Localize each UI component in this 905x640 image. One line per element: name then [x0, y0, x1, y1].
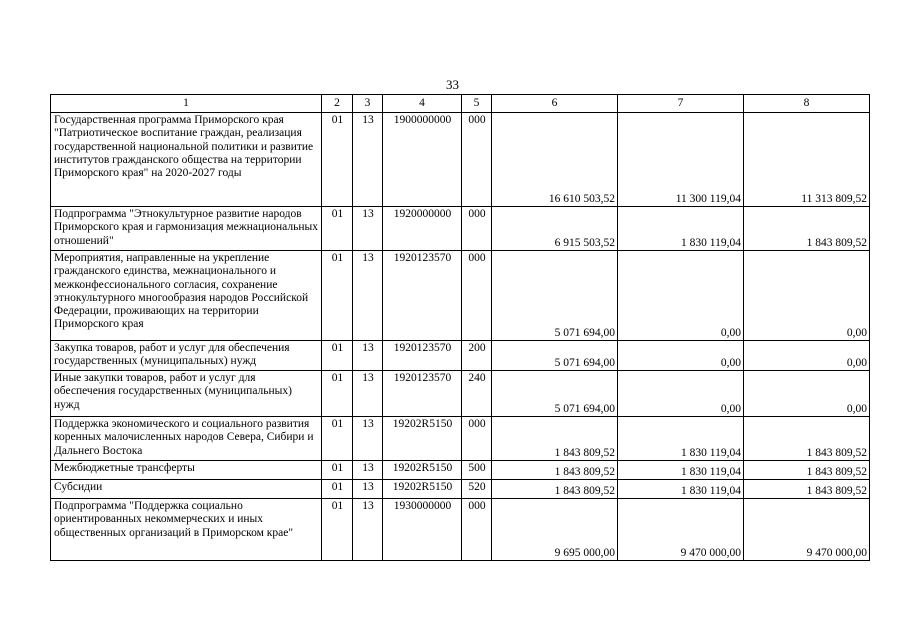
- amount-cell: 5 071 694,00: [492, 371, 618, 417]
- amount-cell: 1 843 809,52: [744, 207, 870, 251]
- amount-cell: 0,00: [618, 341, 744, 371]
- amount-cell: 1 843 809,52: [492, 461, 618, 480]
- header-cell: 8: [744, 95, 870, 113]
- subsection-code-cell: 13: [353, 207, 383, 251]
- expense-type-cell: 500: [462, 461, 492, 480]
- amount-cell: 5 071 694,00: [492, 341, 618, 371]
- subsection-code-cell: 13: [353, 499, 383, 561]
- item-name-cell: Государственная программа Приморского края "Патриотическое воспитание граждан, реализация государственной национальной политики и развитие институтов гражданского общества на территории Приморского края" на 2020-2027 годы: [51, 113, 322, 207]
- subsection-code-cell: 13: [353, 480, 383, 499]
- item-name-cell: Межбюджетные трансферты: [51, 461, 322, 480]
- amount-cell: 1 843 809,52: [744, 461, 870, 480]
- table-row: [51, 113, 870, 207]
- subsection-code-cell: 13: [353, 371, 383, 417]
- target-code-cell: 1920123570: [383, 371, 462, 417]
- header-cell: 4: [383, 95, 462, 113]
- subsection-code-cell: 13: [353, 341, 383, 371]
- item-name-cell: Подпрограмма "Поддержка социально ориентированных некоммерческих и иных общественных организаций в Приморском крае": [51, 499, 322, 561]
- amount-cell: 5 071 694,00: [492, 251, 618, 341]
- target-code-cell: 19202R5150: [383, 417, 462, 461]
- expense-type-cell: 000: [462, 251, 492, 341]
- table-row: [51, 251, 870, 341]
- table-header-row: [51, 95, 870, 113]
- section-code-cell: 01: [322, 113, 353, 207]
- item-name-cell: Субсидии: [51, 480, 322, 499]
- section-code-cell: 01: [322, 480, 353, 499]
- item-name-cell: Иные закупки товаров, работ и услуг для обеспечения государственных (муниципальных) нужд: [51, 371, 322, 417]
- amount-cell: 1 843 809,52: [744, 480, 870, 499]
- section-code-cell: 01: [322, 251, 353, 341]
- section-code-cell: 01: [322, 499, 353, 561]
- target-code-cell: 1920123570: [383, 341, 462, 371]
- header-cell: 6: [492, 95, 618, 113]
- amount-cell: 9 695 000,00: [492, 499, 618, 561]
- amount-cell: 1 843 809,52: [492, 480, 618, 499]
- target-code-cell: 1920123570: [383, 251, 462, 341]
- table-row: [51, 499, 870, 561]
- section-code-cell: 01: [322, 207, 353, 251]
- table-row: [51, 371, 870, 417]
- amount-cell: 1 830 119,04: [618, 461, 744, 480]
- table-row: [51, 341, 870, 371]
- amount-cell: 0,00: [618, 251, 744, 341]
- amount-cell: 1 843 809,52: [744, 417, 870, 461]
- expense-type-cell: 000: [462, 113, 492, 207]
- section-code-cell: 01: [322, 341, 353, 371]
- amount-cell: 11 313 809,52: [744, 113, 870, 207]
- header-cell: 7: [618, 95, 744, 113]
- header-cell: 3: [353, 95, 383, 113]
- amount-cell: 11 300 119,04: [618, 113, 744, 207]
- amount-cell: 0,00: [618, 371, 744, 417]
- table-row: [51, 480, 870, 499]
- amount-cell: 1 843 809,52: [492, 417, 618, 461]
- expense-type-cell: 200: [462, 341, 492, 371]
- amount-cell: 1 830 119,04: [618, 207, 744, 251]
- target-code-cell: 1930000000: [383, 499, 462, 561]
- amount-cell: 6 915 503,52: [492, 207, 618, 251]
- page-number: 33: [446, 77, 459, 92]
- budget-table: [50, 94, 870, 561]
- section-code-cell: 01: [322, 417, 353, 461]
- header-cell: 1: [51, 95, 322, 113]
- section-code-cell: 01: [322, 371, 353, 417]
- amount-cell: 1 830 119,04: [618, 480, 744, 499]
- section-code-cell: 01: [322, 461, 353, 480]
- amount-cell: 9 470 000,00: [618, 499, 744, 561]
- expense-type-cell: 000: [462, 499, 492, 561]
- amount-cell: 1 830 119,04: [618, 417, 744, 461]
- expense-type-cell: 520: [462, 480, 492, 499]
- table-row: [51, 461, 870, 480]
- amount-cell: 16 610 503,52: [492, 113, 618, 207]
- header-cell: 5: [462, 95, 492, 113]
- subsection-code-cell: 13: [353, 251, 383, 341]
- item-name-cell: Поддержка экономического и социального развития коренных малочисленных народов Севера, Сибири и Дальнего Востока: [51, 417, 322, 461]
- item-name-cell: Подпрограмма "Этнокультурное развитие народов Приморского края и гармонизация межнациональных отношений": [51, 207, 322, 251]
- table-row: [51, 207, 870, 251]
- header-cell: 2: [322, 95, 353, 113]
- amount-cell: 0,00: [744, 371, 870, 417]
- expense-type-cell: 000: [462, 207, 492, 251]
- item-name-cell: Закупка товаров, работ и услуг для обеспечения государственных (муниципальных) нужд: [51, 341, 322, 371]
- subsection-code-cell: 13: [353, 113, 383, 207]
- target-code-cell: 19202R5150: [383, 480, 462, 499]
- table-row: [51, 417, 870, 461]
- expense-type-cell: 000: [462, 417, 492, 461]
- target-code-cell: 1900000000: [383, 113, 462, 207]
- amount-cell: 9 470 000,00: [744, 499, 870, 561]
- amount-cell: 0,00: [744, 251, 870, 341]
- amount-cell: 0,00: [744, 341, 870, 371]
- item-name-cell: Мероприятия, направленные на укрепление гражданского единства, межнационального и межконфессионального согласия, сохранение этнокультурного многообразия народов Российской Федерации, проживающих на территории Приморского края: [51, 251, 322, 341]
- target-code-cell: 19202R5150: [383, 461, 462, 480]
- expense-type-cell: 240: [462, 371, 492, 417]
- subsection-code-cell: 13: [353, 461, 383, 480]
- subsection-code-cell: 13: [353, 417, 383, 461]
- target-code-cell: 1920000000: [383, 207, 462, 251]
